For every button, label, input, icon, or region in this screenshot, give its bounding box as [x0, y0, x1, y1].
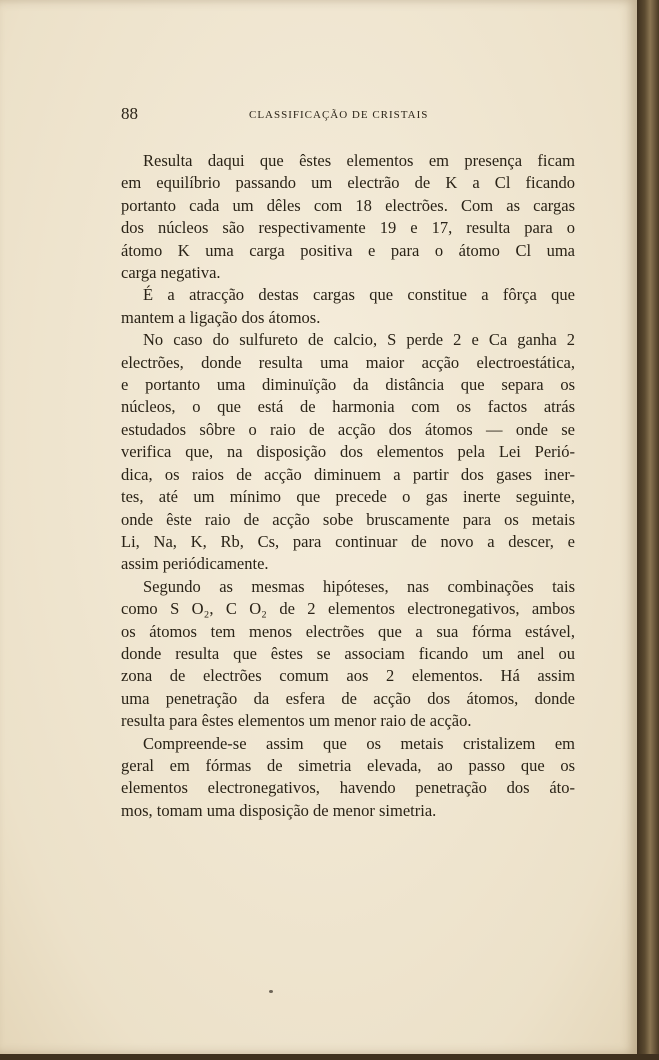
paragraph — [121, 150, 575, 284]
text-line: mos, tomam uma disposição de menor simetria. — [121, 800, 437, 820]
text-line: uma penetração da esfera de acção dos átomos, donde — [121, 688, 575, 708]
paragraph — [121, 576, 575, 733]
text-line: verifica que, na disposição dos elementos pela Lei Perió- — [121, 442, 575, 462]
text-line: É a atracção destas cargas que constitue a fôrça que — [143, 285, 575, 305]
text-line: como S O₂, C O₂ de 2 elementos electronegativos, ambos — [121, 599, 575, 619]
text-line: No caso do sulfureto de calcio, S perde 2 e Ca ganha 2 — [143, 330, 575, 350]
text-line: assim periódicamente. — [121, 554, 269, 574]
text-line: electrões, donde resulta uma maior acção electroestática, — [121, 352, 575, 372]
text-line: resulta para êstes elementos um menor raio de acção. — [121, 711, 472, 731]
text-line: dos núcleos são respectivamente 19 e 17, resulta para o — [121, 218, 575, 238]
text-line: tes, até um mínimo que precede o gas inerte seguinte, — [121, 487, 575, 507]
page-header — [121, 104, 541, 126]
text-line: os átomos tem menos electrões que a sua fórma estável, — [121, 621, 575, 641]
paragraph — [121, 284, 575, 329]
text-line: núcleos, o que está de harmonia com os factos atrás — [121, 397, 575, 417]
paragraph — [121, 329, 575, 575]
text-line: Resulta daqui que êstes elementos em presença ficam — [143, 151, 575, 170]
text-line: estudados sôbre o raio de acção dos átomos — onde se — [121, 419, 575, 439]
page-edge-shadow — [637, 0, 659, 1060]
page-number: 88 — [121, 104, 138, 123]
text-line: zona de electrões comum aos 2 elementos. Há assim — [121, 666, 575, 686]
text-line: Li, Na, K, Rb, Cs, para continuar de novo a descer, e — [121, 531, 575, 551]
running-title: CLASSIFICAÇÃO DE CRISTAIS — [249, 109, 429, 121]
text-line: donde resulta que êstes se associam ficando um anel ou — [121, 643, 575, 663]
text-line: Segundo as mesmas hipóteses, nas combinações tais — [143, 576, 575, 596]
text-line: carga negativa. — [121, 263, 221, 283]
text-line: elementos electronegativos, havendo penetração dos áto- — [121, 778, 575, 798]
text-line: portanto cada um dêles com 18 electrões. Com as cargas — [121, 195, 575, 215]
text-line: mantem a ligação dos átomos. — [121, 307, 321, 327]
text-line: e portanto uma diminuïção da distância que separa os — [121, 375, 575, 395]
body-text — [121, 150, 575, 822]
text-line: átomo K uma carga positiva e para o átomo Cl uma — [121, 240, 575, 260]
paragraph — [121, 733, 575, 823]
text-line: geral em fórmas de simetria elevada, ao passo que os — [121, 755, 575, 775]
ink-speck — [269, 990, 273, 993]
text-line: onde êste raio de acção sobe bruscamente para os metais — [121, 509, 575, 529]
page-bottom-edge — [0, 1054, 659, 1060]
text-line: em equilíbrio passando um electrão de K a Cl ficando — [121, 173, 575, 193]
text-line: Compreende-se assim que os metais cristalizem em — [143, 733, 575, 753]
text-line: dica, os raios de acção diminuem a partir dos gases iner- — [121, 464, 575, 484]
